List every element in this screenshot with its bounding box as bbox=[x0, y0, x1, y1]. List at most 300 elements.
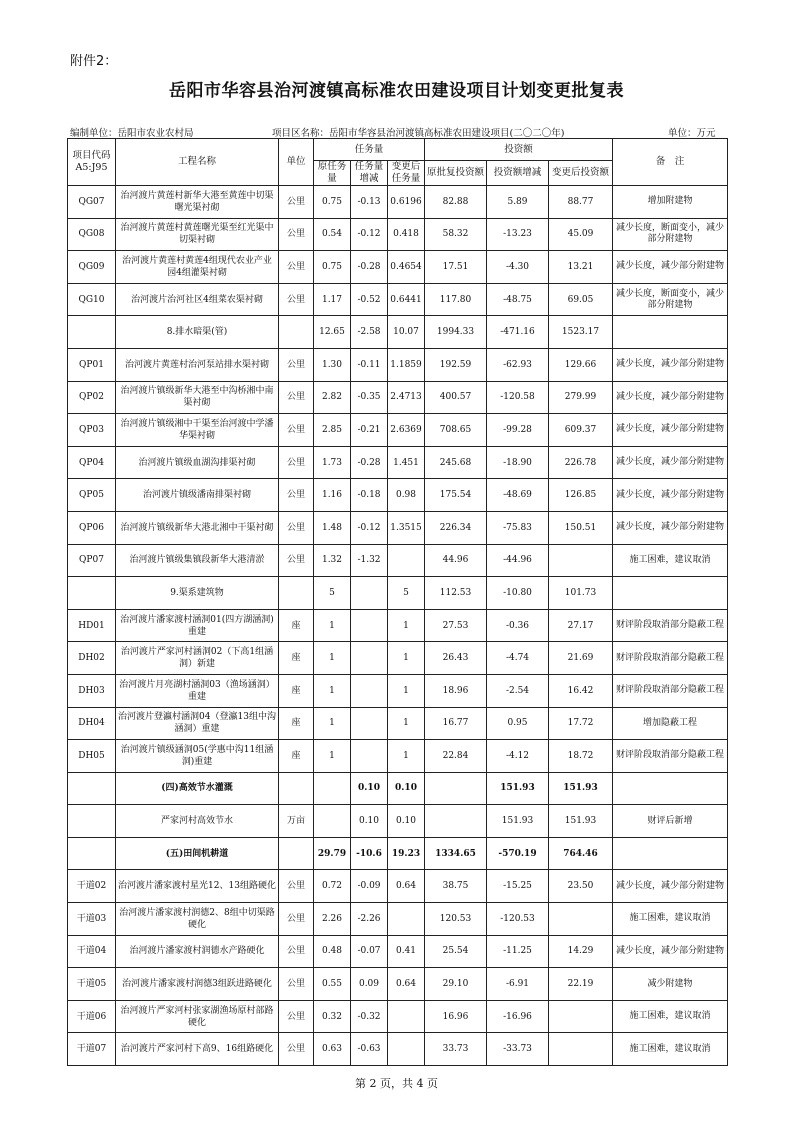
row-note bbox=[613, 772, 728, 805]
row-note: 增加隐蔽工程 bbox=[613, 707, 728, 740]
row-name: 治河渡片潘家渡村润德3组跃进路硬化 bbox=[116, 968, 279, 1001]
row-code: QP05 bbox=[68, 479, 116, 512]
row-name: 治河渡片镇级血湖沟排渠衬砌 bbox=[116, 446, 279, 479]
row-orig-task: 2.85 bbox=[314, 414, 351, 447]
row-new-task: 0.6441 bbox=[388, 283, 425, 316]
row-orig-task: 2.26 bbox=[314, 903, 351, 936]
row-name: 治河渡片黄莲村新华大港至黄莲中切渠曙光渠衬砌 bbox=[116, 186, 279, 219]
row-note: 减少长度，减少部分附建物 bbox=[613, 479, 728, 512]
attachment-label: 附件2： bbox=[70, 54, 118, 69]
row-orig-task: 1 bbox=[314, 674, 351, 707]
row-note: 财评阶段取消部分隐蔽工程 bbox=[613, 674, 728, 707]
row-note: 减少长度，减少部分附建物 bbox=[613, 511, 728, 544]
row-orig-task: 1.73 bbox=[314, 446, 351, 479]
row-note: 减少长度，减少部分附建物 bbox=[613, 414, 728, 447]
row-orig-invest: 1334.65 bbox=[425, 837, 487, 870]
table-row bbox=[68, 707, 728, 740]
header-note: 备 注 bbox=[613, 139, 728, 186]
row-unit: 公里 bbox=[279, 1033, 314, 1066]
row-orig-invest: 18.96 bbox=[425, 674, 487, 707]
row-code: QG09 bbox=[68, 251, 116, 284]
row-unit: 公里 bbox=[279, 479, 314, 512]
row-orig-invest: 58.32 bbox=[425, 218, 487, 251]
table-row bbox=[68, 740, 728, 773]
header-task-change: 任务量增减 bbox=[351, 161, 388, 186]
row-code: 干道03 bbox=[68, 903, 116, 936]
row-orig-task: 2.82 bbox=[314, 381, 351, 414]
row-new-task bbox=[388, 1033, 425, 1066]
table-row bbox=[68, 968, 728, 1001]
row-invest-change: -11.25 bbox=[487, 935, 549, 968]
row-name: 治河渡片严家河村下高9、16组路硬化 bbox=[116, 1033, 279, 1066]
row-new-task bbox=[388, 544, 425, 577]
table-row bbox=[68, 218, 728, 251]
table-body bbox=[68, 186, 728, 1066]
row-task-change: -0.09 bbox=[351, 870, 388, 903]
row-note: 施工困难，建议取消 bbox=[613, 1033, 728, 1066]
table-row bbox=[68, 479, 728, 512]
row-task-change bbox=[351, 674, 388, 707]
row-invest-change: -471.16 bbox=[487, 316, 549, 349]
money-unit: 单位：万元 bbox=[668, 128, 716, 139]
row-task-change: -0.18 bbox=[351, 479, 388, 512]
row-new-invest: 18.72 bbox=[549, 740, 613, 773]
row-orig-invest: 16.96 bbox=[425, 1000, 487, 1033]
row-orig-task: 0.75 bbox=[314, 251, 351, 284]
header-invest-group: 投资额 bbox=[425, 139, 613, 161]
row-new-task: 1 bbox=[388, 740, 425, 773]
table-row bbox=[68, 251, 728, 284]
row-new-task bbox=[388, 903, 425, 936]
header-orig-task: 原任务量 bbox=[314, 161, 351, 186]
row-new-task: 19.23 bbox=[388, 837, 425, 870]
row-new-invest bbox=[549, 544, 613, 577]
row-orig-task: 1 bbox=[314, 609, 351, 642]
row-name: (四)高效节水灌溉 bbox=[116, 772, 279, 805]
row-code: QP02 bbox=[68, 381, 116, 414]
table-row bbox=[68, 870, 728, 903]
row-code: QG10 bbox=[68, 283, 116, 316]
row-note: 减少长度，减少部分附建物 bbox=[613, 446, 728, 479]
row-note: 施工困难，建议取消 bbox=[613, 544, 728, 577]
row-task-change: -10.6 bbox=[351, 837, 388, 870]
row-unit: 公里 bbox=[279, 544, 314, 577]
row-orig-task: 1.17 bbox=[314, 283, 351, 316]
row-orig-invest: 1994.33 bbox=[425, 316, 487, 349]
row-task-change bbox=[351, 642, 388, 675]
table-row bbox=[68, 837, 728, 870]
row-new-task: 0.6196 bbox=[388, 186, 425, 219]
row-name: 治河渡片月亮湖村涵洞03（渔场涵洞）重建 bbox=[116, 674, 279, 707]
row-orig-invest bbox=[425, 805, 487, 838]
row-new-invest: 22.19 bbox=[549, 968, 613, 1001]
row-invest-change: -18.90 bbox=[487, 446, 549, 479]
row-name: 治河渡片镇级潘南排渠衬砌 bbox=[116, 479, 279, 512]
table-row bbox=[68, 805, 728, 838]
row-note: 财评阶段取消部分隐蔽工程 bbox=[613, 740, 728, 773]
row-orig-task: 1 bbox=[314, 740, 351, 773]
row-unit: 公里 bbox=[279, 348, 314, 381]
row-new-invest: 23.50 bbox=[549, 870, 613, 903]
table-row bbox=[68, 316, 728, 349]
row-orig-invest: 226.34 bbox=[425, 511, 487, 544]
header-invest-change: 投资额增减 bbox=[487, 161, 549, 186]
row-unit: 公里 bbox=[279, 251, 314, 284]
row-invest-change: -4.12 bbox=[487, 740, 549, 773]
row-new-invest: 151.93 bbox=[549, 805, 613, 838]
row-invest-change: -570.19 bbox=[487, 837, 549, 870]
row-note: 减少长度，减少部分附建物 bbox=[613, 381, 728, 414]
row-new-invest: 609.37 bbox=[549, 414, 613, 447]
row-name: 治河渡片镇级湘中干渠至治河渡中学潘华渠衬砌 bbox=[116, 414, 279, 447]
row-orig-invest bbox=[425, 772, 487, 805]
row-invest-change: 5.89 bbox=[487, 186, 549, 219]
row-orig-invest: 117.80 bbox=[425, 283, 487, 316]
row-new-invest: 16.42 bbox=[549, 674, 613, 707]
row-code: DH03 bbox=[68, 674, 116, 707]
row-task-change: 0.09 bbox=[351, 968, 388, 1001]
row-new-task: 10.07 bbox=[388, 316, 425, 349]
row-code bbox=[68, 837, 116, 870]
row-code bbox=[68, 772, 116, 805]
row-code: QP04 bbox=[68, 446, 116, 479]
header-unit: 单位 bbox=[279, 139, 314, 186]
row-task-change: -0.63 bbox=[351, 1033, 388, 1066]
row-orig-invest: 44.96 bbox=[425, 544, 487, 577]
row-new-invest bbox=[549, 903, 613, 936]
row-new-invest: 69.05 bbox=[549, 283, 613, 316]
row-name: 治河渡片黄莲村黄莲4组现代农业产业园4组灌渠衬砌 bbox=[116, 251, 279, 284]
row-new-task: 0.64 bbox=[388, 968, 425, 1001]
header-new-invest: 变更后投资额 bbox=[549, 161, 613, 186]
row-unit: 公里 bbox=[279, 414, 314, 447]
table-row bbox=[68, 446, 728, 479]
row-orig-task: 0.75 bbox=[314, 186, 351, 219]
row-orig-task bbox=[314, 772, 351, 805]
row-new-task: 0.10 bbox=[388, 805, 425, 838]
row-invest-change: -120.53 bbox=[487, 903, 549, 936]
row-orig-task: 12.65 bbox=[314, 316, 351, 349]
row-invest-change: 0.95 bbox=[487, 707, 549, 740]
row-name: 治河渡片潘家渡村星光12、13组路硬化 bbox=[116, 870, 279, 903]
row-unit: 公里 bbox=[279, 935, 314, 968]
row-code: 干道04 bbox=[68, 935, 116, 968]
project-area-name: 项目区名称：岳阳市华容县治河渡镇高标准农田建设项目(二〇二〇年) bbox=[272, 128, 565, 139]
row-code: QP06 bbox=[68, 511, 116, 544]
row-name: 严家河村高效节水 bbox=[116, 805, 279, 838]
row-orig-invest: 112.53 bbox=[425, 577, 487, 610]
table-row bbox=[68, 577, 728, 610]
row-orig-task: 5 bbox=[314, 577, 351, 610]
row-new-task: 0.418 bbox=[388, 218, 425, 251]
row-orig-task bbox=[314, 805, 351, 838]
row-orig-task: 1.16 bbox=[314, 479, 351, 512]
row-note: 减少长度，减少部分附建物 bbox=[613, 251, 728, 284]
row-invest-change: -10.80 bbox=[487, 577, 549, 610]
row-name: 治河渡片登瀛村涵洞04（登瀛13组中沟涵洞）重建 bbox=[116, 707, 279, 740]
row-name: 治河渡片镇级集镇段新华大港清淤 bbox=[116, 544, 279, 577]
row-name: 治河渡片严家河村张家湖渔场原村部路硬化 bbox=[116, 1000, 279, 1033]
row-new-task: 1 bbox=[388, 674, 425, 707]
row-unit bbox=[279, 577, 314, 610]
row-task-change: -0.12 bbox=[351, 511, 388, 544]
row-orig-task: 0.72 bbox=[314, 870, 351, 903]
row-new-task: 0.41 bbox=[388, 935, 425, 968]
row-orig-task: 1.32 bbox=[314, 544, 351, 577]
row-unit: 座 bbox=[279, 707, 314, 740]
table-row bbox=[68, 1000, 728, 1033]
row-task-change: -1.32 bbox=[351, 544, 388, 577]
row-orig-invest: 38.75 bbox=[425, 870, 487, 903]
row-note: 财评阶段取消部分隐蔽工程 bbox=[613, 642, 728, 675]
row-code: QP07 bbox=[68, 544, 116, 577]
row-name: (五)田间机耕道 bbox=[116, 837, 279, 870]
row-invest-change: -120.58 bbox=[487, 381, 549, 414]
row-invest-change: -33.73 bbox=[487, 1033, 549, 1066]
row-new-invest: 279.99 bbox=[549, 381, 613, 414]
table-row bbox=[68, 186, 728, 219]
row-orig-invest: 29.10 bbox=[425, 968, 487, 1001]
row-orig-task: 0.48 bbox=[314, 935, 351, 968]
row-task-change: -2.26 bbox=[351, 903, 388, 936]
row-unit: 万亩 bbox=[279, 805, 314, 838]
row-new-task: 2.4713 bbox=[388, 381, 425, 414]
row-task-change: -0.35 bbox=[351, 381, 388, 414]
row-unit: 座 bbox=[279, 740, 314, 773]
row-note: 财评阶段取消部分隐蔽工程 bbox=[613, 609, 728, 642]
table-row bbox=[68, 544, 728, 577]
row-new-task: 1 bbox=[388, 642, 425, 675]
row-new-task: 0.64 bbox=[388, 870, 425, 903]
row-unit: 公里 bbox=[279, 968, 314, 1001]
row-orig-task: 0.54 bbox=[314, 218, 351, 251]
row-name: 治河渡片潘家渡村涵洞01(四方湖涵洞)重建 bbox=[116, 609, 279, 642]
row-new-invest: 129.66 bbox=[549, 348, 613, 381]
row-new-task: 0.10 bbox=[388, 772, 425, 805]
row-code: DH04 bbox=[68, 707, 116, 740]
row-task-change: -0.32 bbox=[351, 1000, 388, 1033]
table-row bbox=[68, 642, 728, 675]
header-task-group: 任务量 bbox=[314, 139, 425, 161]
row-unit bbox=[279, 316, 314, 349]
row-name: 治河渡片潘家渡村润德2、8组中切渠路硬化 bbox=[116, 903, 279, 936]
table-row bbox=[68, 772, 728, 805]
row-name: 8.排水暗渠(管) bbox=[116, 316, 279, 349]
row-invest-change: 151.93 bbox=[487, 772, 549, 805]
row-invest-change: -0.36 bbox=[487, 609, 549, 642]
row-unit: 公里 bbox=[279, 381, 314, 414]
row-orig-task: 0.32 bbox=[314, 1000, 351, 1033]
table-row bbox=[68, 381, 728, 414]
row-new-invest: 14.29 bbox=[549, 935, 613, 968]
row-orig-invest: 26.43 bbox=[425, 642, 487, 675]
row-unit: 公里 bbox=[279, 186, 314, 219]
row-note: 施工困难，建议取消 bbox=[613, 1000, 728, 1033]
row-new-invest: 27.17 bbox=[549, 609, 613, 642]
row-name: 治河渡片黄莲村治河泵站排水渠衬砌 bbox=[116, 348, 279, 381]
row-note bbox=[613, 577, 728, 610]
row-orig-invest: 82.88 bbox=[425, 186, 487, 219]
row-unit: 座 bbox=[279, 642, 314, 675]
row-code bbox=[68, 316, 116, 349]
row-new-task: 1.3515 bbox=[388, 511, 425, 544]
row-code: QG07 bbox=[68, 186, 116, 219]
row-code: HD01 bbox=[68, 609, 116, 642]
row-new-task: 1 bbox=[388, 609, 425, 642]
row-new-invest: 88.77 bbox=[549, 186, 613, 219]
row-unit: 座 bbox=[279, 674, 314, 707]
header-code: 项目代码A5:J95 bbox=[68, 139, 116, 186]
row-new-task: 5 bbox=[388, 577, 425, 610]
row-invest-change: -48.69 bbox=[487, 479, 549, 512]
row-invest-change: -16.96 bbox=[487, 1000, 549, 1033]
row-orig-invest: 27.53 bbox=[425, 609, 487, 642]
row-code: DH05 bbox=[68, 740, 116, 773]
row-task-change: -0.07 bbox=[351, 935, 388, 968]
row-note: 减少长度，减少部分附建物 bbox=[613, 935, 728, 968]
row-orig-task: 1.48 bbox=[314, 511, 351, 544]
row-code: QG08 bbox=[68, 218, 116, 251]
row-note: 增加附建物 bbox=[613, 186, 728, 219]
row-orig-task: 29.79 bbox=[314, 837, 351, 870]
row-new-invest: 17.72 bbox=[549, 707, 613, 740]
row-task-change: -0.28 bbox=[351, 251, 388, 284]
row-new-invest: 101.73 bbox=[549, 577, 613, 610]
row-note bbox=[613, 316, 728, 349]
row-new-task: 0.4654 bbox=[388, 251, 425, 284]
row-unit: 公里 bbox=[279, 283, 314, 316]
row-new-invest bbox=[549, 1033, 613, 1066]
row-invest-change: -4.74 bbox=[487, 642, 549, 675]
row-task-change: -2.58 bbox=[351, 316, 388, 349]
row-orig-invest: 16.77 bbox=[425, 707, 487, 740]
table-row bbox=[68, 609, 728, 642]
row-invest-change: -4.30 bbox=[487, 251, 549, 284]
row-code: QP03 bbox=[68, 414, 116, 447]
row-code: QP01 bbox=[68, 348, 116, 381]
row-new-invest: 226.78 bbox=[549, 446, 613, 479]
row-new-task bbox=[388, 1000, 425, 1033]
row-invest-change: -13.23 bbox=[487, 218, 549, 251]
row-task-change bbox=[351, 707, 388, 740]
row-name: 治河渡片镇级新华大港北湘中干渠衬砌 bbox=[116, 511, 279, 544]
row-task-change: 0.10 bbox=[351, 772, 388, 805]
row-code: 干道07 bbox=[68, 1033, 116, 1066]
table-row bbox=[68, 511, 728, 544]
row-task-change: -0.13 bbox=[351, 186, 388, 219]
row-orig-task: 0.63 bbox=[314, 1033, 351, 1066]
row-orig-invest: 22.84 bbox=[425, 740, 487, 773]
row-new-task: 2.6369 bbox=[388, 414, 425, 447]
table-row bbox=[68, 935, 728, 968]
approval-table bbox=[67, 138, 728, 1066]
row-invest-change: -44.96 bbox=[487, 544, 549, 577]
row-invest-change: -99.28 bbox=[487, 414, 549, 447]
row-invest-change: -62.93 bbox=[487, 348, 549, 381]
row-new-invest: 21.69 bbox=[549, 642, 613, 675]
table-row bbox=[68, 414, 728, 447]
row-note: 减少长度，断面变小，减少部分附建物 bbox=[613, 283, 728, 316]
table-row bbox=[68, 903, 728, 936]
row-name: 治河渡片潘家渡村润德水产路硬化 bbox=[116, 935, 279, 968]
row-orig-task: 1 bbox=[314, 642, 351, 675]
row-orig-task: 1 bbox=[314, 707, 351, 740]
row-new-invest: 126.85 bbox=[549, 479, 613, 512]
row-orig-invest: 400.57 bbox=[425, 381, 487, 414]
row-unit: 座 bbox=[279, 609, 314, 642]
row-code: 干道02 bbox=[68, 870, 116, 903]
row-orig-invest: 17.51 bbox=[425, 251, 487, 284]
row-code bbox=[68, 805, 116, 838]
row-task-change: -0.21 bbox=[351, 414, 388, 447]
row-orig-invest: 245.68 bbox=[425, 446, 487, 479]
row-task-change: -0.12 bbox=[351, 218, 388, 251]
row-task-change bbox=[351, 740, 388, 773]
row-code: 干道06 bbox=[68, 1000, 116, 1033]
row-task-change: -0.52 bbox=[351, 283, 388, 316]
row-unit: 公里 bbox=[279, 903, 314, 936]
row-code bbox=[68, 577, 116, 610]
header-orig-invest: 原批复投资额 bbox=[425, 161, 487, 186]
row-orig-invest: 120.53 bbox=[425, 903, 487, 936]
table-row bbox=[68, 1033, 728, 1066]
row-note: 减少长度，减少部分附建物 bbox=[613, 870, 728, 903]
header-name: 工程名称 bbox=[116, 139, 279, 186]
table-row bbox=[68, 674, 728, 707]
row-task-change: -0.11 bbox=[351, 348, 388, 381]
row-name: 治河渡片黄莲村黄莲曙光渠至红光渠中切渠衬砌 bbox=[116, 218, 279, 251]
row-new-invest: 150.51 bbox=[549, 511, 613, 544]
row-invest-change: -6.91 bbox=[487, 968, 549, 1001]
row-note: 减少长度，减少部分附建物 bbox=[613, 348, 728, 381]
row-unit: 公里 bbox=[279, 511, 314, 544]
row-name: 治河渡片严家河村涵洞02（下高1组涵洞）新建 bbox=[116, 642, 279, 675]
row-invest-change: -75.83 bbox=[487, 511, 549, 544]
row-new-invest: 764.46 bbox=[549, 837, 613, 870]
row-unit: 公里 bbox=[279, 1000, 314, 1033]
row-note bbox=[613, 837, 728, 870]
row-note: 减少长度，断面变小，减少部分附建物 bbox=[613, 218, 728, 251]
row-new-task: 0.98 bbox=[388, 479, 425, 512]
row-new-invest: 13.21 bbox=[549, 251, 613, 284]
row-orig-invest: 175.54 bbox=[425, 479, 487, 512]
row-note: 施工困难，建议取消 bbox=[613, 903, 728, 936]
page-number: 第 2 页，共 4 页 bbox=[355, 1077, 438, 1090]
row-new-invest: 1523.17 bbox=[549, 316, 613, 349]
row-task-change bbox=[351, 609, 388, 642]
row-task-change: -0.28 bbox=[351, 446, 388, 479]
row-note: 减少附建物 bbox=[613, 968, 728, 1001]
row-invest-change: -15.25 bbox=[487, 870, 549, 903]
row-name: 治河渡片镇级新华大港至中沟桥湘中南渠衬砌 bbox=[116, 381, 279, 414]
row-unit bbox=[279, 837, 314, 870]
row-orig-task: 0.55 bbox=[314, 968, 351, 1001]
row-unit: 公里 bbox=[279, 446, 314, 479]
row-task-change: 0.10 bbox=[351, 805, 388, 838]
page-title: 岳阳市华容县治河渡镇高标准农田建设项目计划变更批复表 bbox=[169, 81, 624, 101]
row-new-invest: 45.09 bbox=[549, 218, 613, 251]
row-task-change bbox=[351, 577, 388, 610]
row-unit bbox=[279, 772, 314, 805]
table-row bbox=[68, 283, 728, 316]
row-invest-change: -2.54 bbox=[487, 674, 549, 707]
row-code: 干道05 bbox=[68, 968, 116, 1001]
row-invest-change: -48.75 bbox=[487, 283, 549, 316]
row-new-task: 1.451 bbox=[388, 446, 425, 479]
row-orig-invest: 33.73 bbox=[425, 1033, 487, 1066]
table-row bbox=[68, 348, 728, 381]
row-orig-invest: 192.59 bbox=[425, 348, 487, 381]
